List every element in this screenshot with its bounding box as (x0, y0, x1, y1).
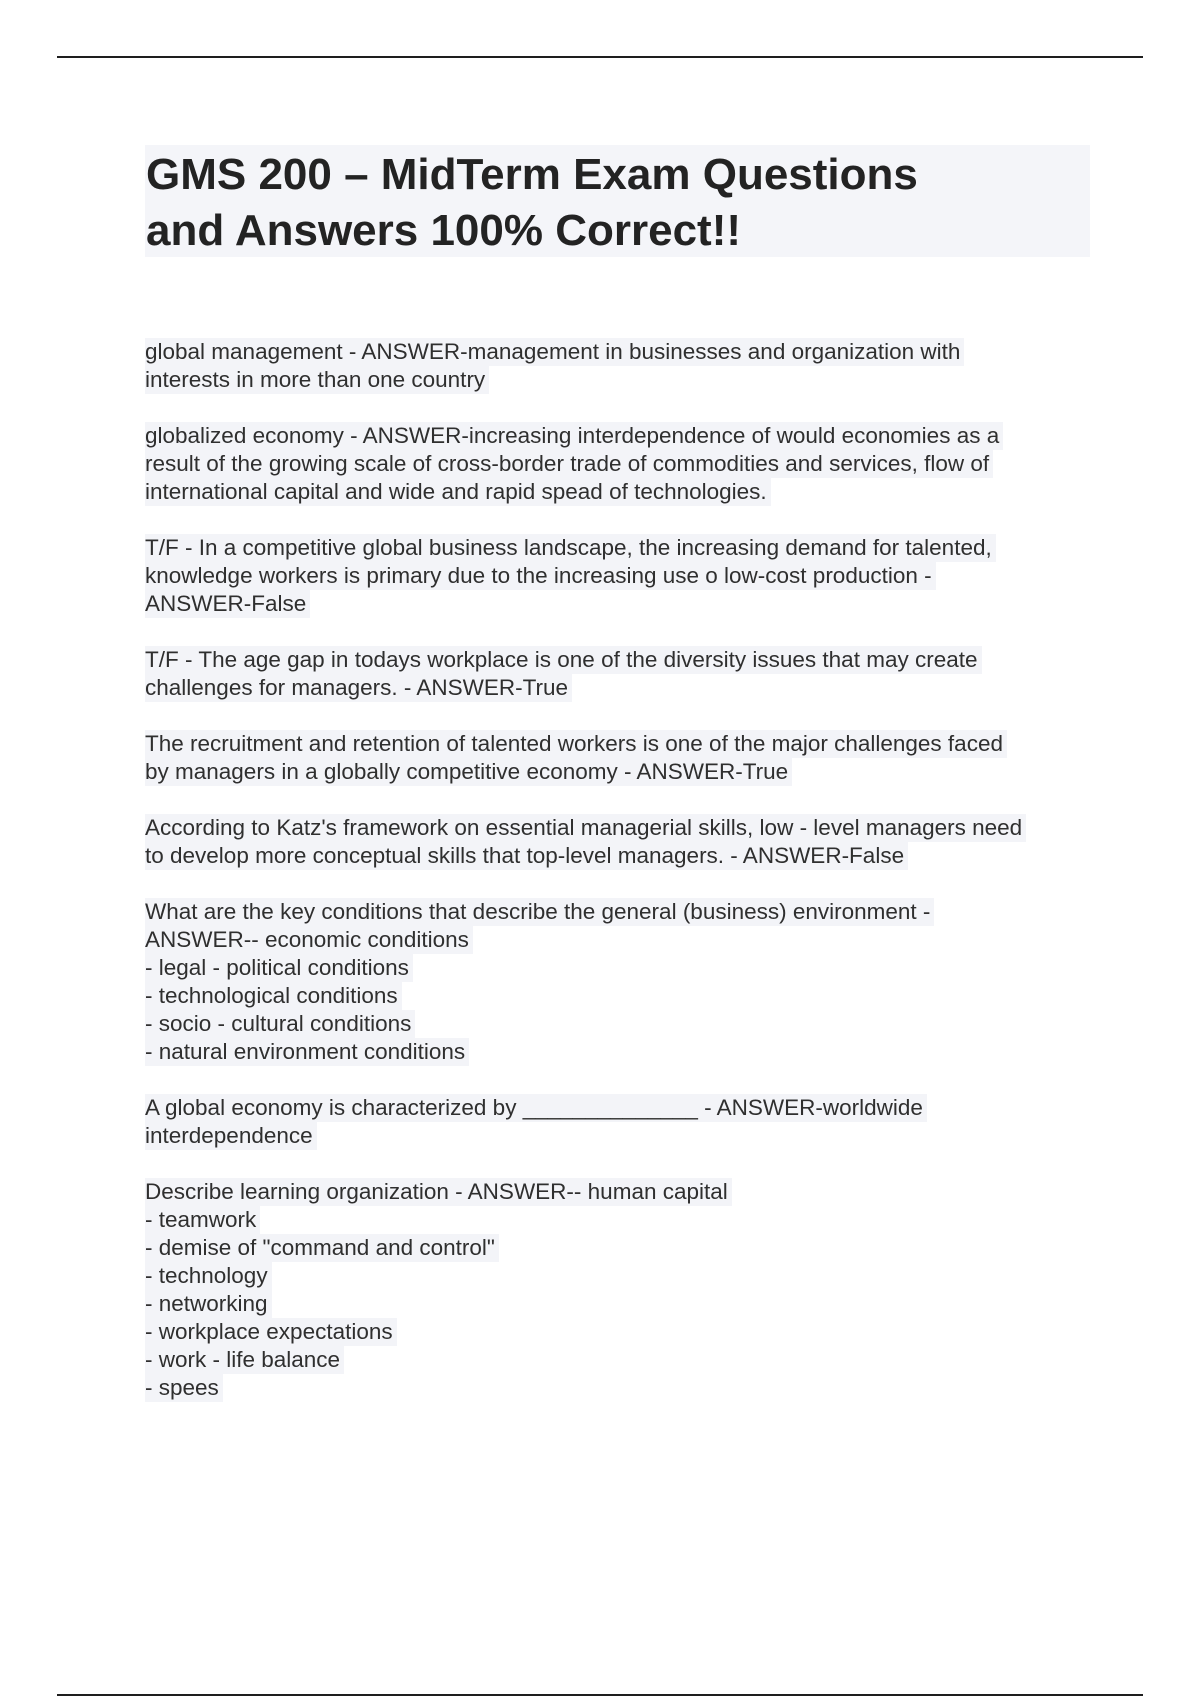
qa-line: - workplace expectations (145, 1318, 397, 1346)
qa-line: - networking (145, 1290, 272, 1318)
qa-line: T/F - The age gap in todays workplace is one of the diversity issues that may create (145, 646, 982, 674)
qa-entry (145, 534, 1095, 618)
qa-line: - technology (145, 1262, 272, 1290)
qa-line: global management - ANSWER-management in businesses and organization with (145, 338, 964, 366)
qa-line: The recruitment and retention of talented workers is one of the major challenges faced (145, 730, 1007, 758)
qa-line: - natural environment conditions (145, 1038, 469, 1066)
qa-line: knowledge workers is primary due to the increasing use o low-cost production - (145, 562, 936, 590)
qa-line: - teamwork (145, 1206, 260, 1234)
qa-line: interdependence (145, 1122, 317, 1150)
qa-entry (145, 422, 1095, 506)
qa-line: - spees (145, 1374, 223, 1402)
qa-line: - demise of "command and control" (145, 1234, 499, 1262)
qa-line: - work - life balance (145, 1346, 344, 1374)
bottom-divider (57, 1694, 1143, 1696)
qa-line: - technological conditions (145, 982, 402, 1010)
qa-entry (145, 1178, 1095, 1402)
qa-line: challenges for managers. - ANSWER-True (145, 674, 572, 702)
qa-line: globalized economy - ANSWER-increasing interdependence of would economies as a (145, 422, 1003, 450)
qa-line: What are the key conditions that describe the general (business) environment - (145, 898, 934, 926)
document-title (146, 147, 1086, 259)
qa-line: interests in more than one country (145, 366, 489, 394)
qa-line: to develop more conceptual skills that top-level managers. - ANSWER-False (145, 842, 908, 870)
qa-line: ANSWER-False (145, 590, 310, 618)
qa-line: by managers in a globally competitive economy - ANSWER-True (145, 758, 792, 786)
qa-entry (145, 898, 1095, 1066)
qa-line: international capital and wide and rapid spead of technologies. (145, 478, 771, 506)
title-line: GMS 200 – MidTerm Exam Questions (146, 150, 918, 199)
qa-line: A global economy is characterized by ______________ - ANSWER-worldwide (145, 1094, 927, 1122)
qa-list (145, 338, 1095, 1430)
qa-line: Describe learning organization - ANSWER-- human capital (145, 1178, 732, 1206)
qa-entry (145, 338, 1095, 394)
qa-line: result of the growing scale of cross-border trade of commodities and services, flow of (145, 450, 993, 478)
qa-line: According to Katz's framework on essential managerial skills, low - level managers need (145, 814, 1026, 842)
qa-line: - socio - cultural conditions (145, 1010, 415, 1038)
qa-entry (145, 730, 1095, 786)
qa-entry (145, 646, 1095, 702)
qa-entry (145, 814, 1095, 870)
top-divider (57, 56, 1143, 58)
qa-line: T/F - In a competitive global business landscape, the increasing demand for talented, (145, 534, 996, 562)
qa-entry (145, 1094, 1095, 1150)
qa-line: ANSWER-- economic conditions (145, 926, 473, 954)
title-line: and Answers 100% Correct!! (146, 206, 742, 255)
qa-line: - legal - political conditions (145, 954, 413, 982)
